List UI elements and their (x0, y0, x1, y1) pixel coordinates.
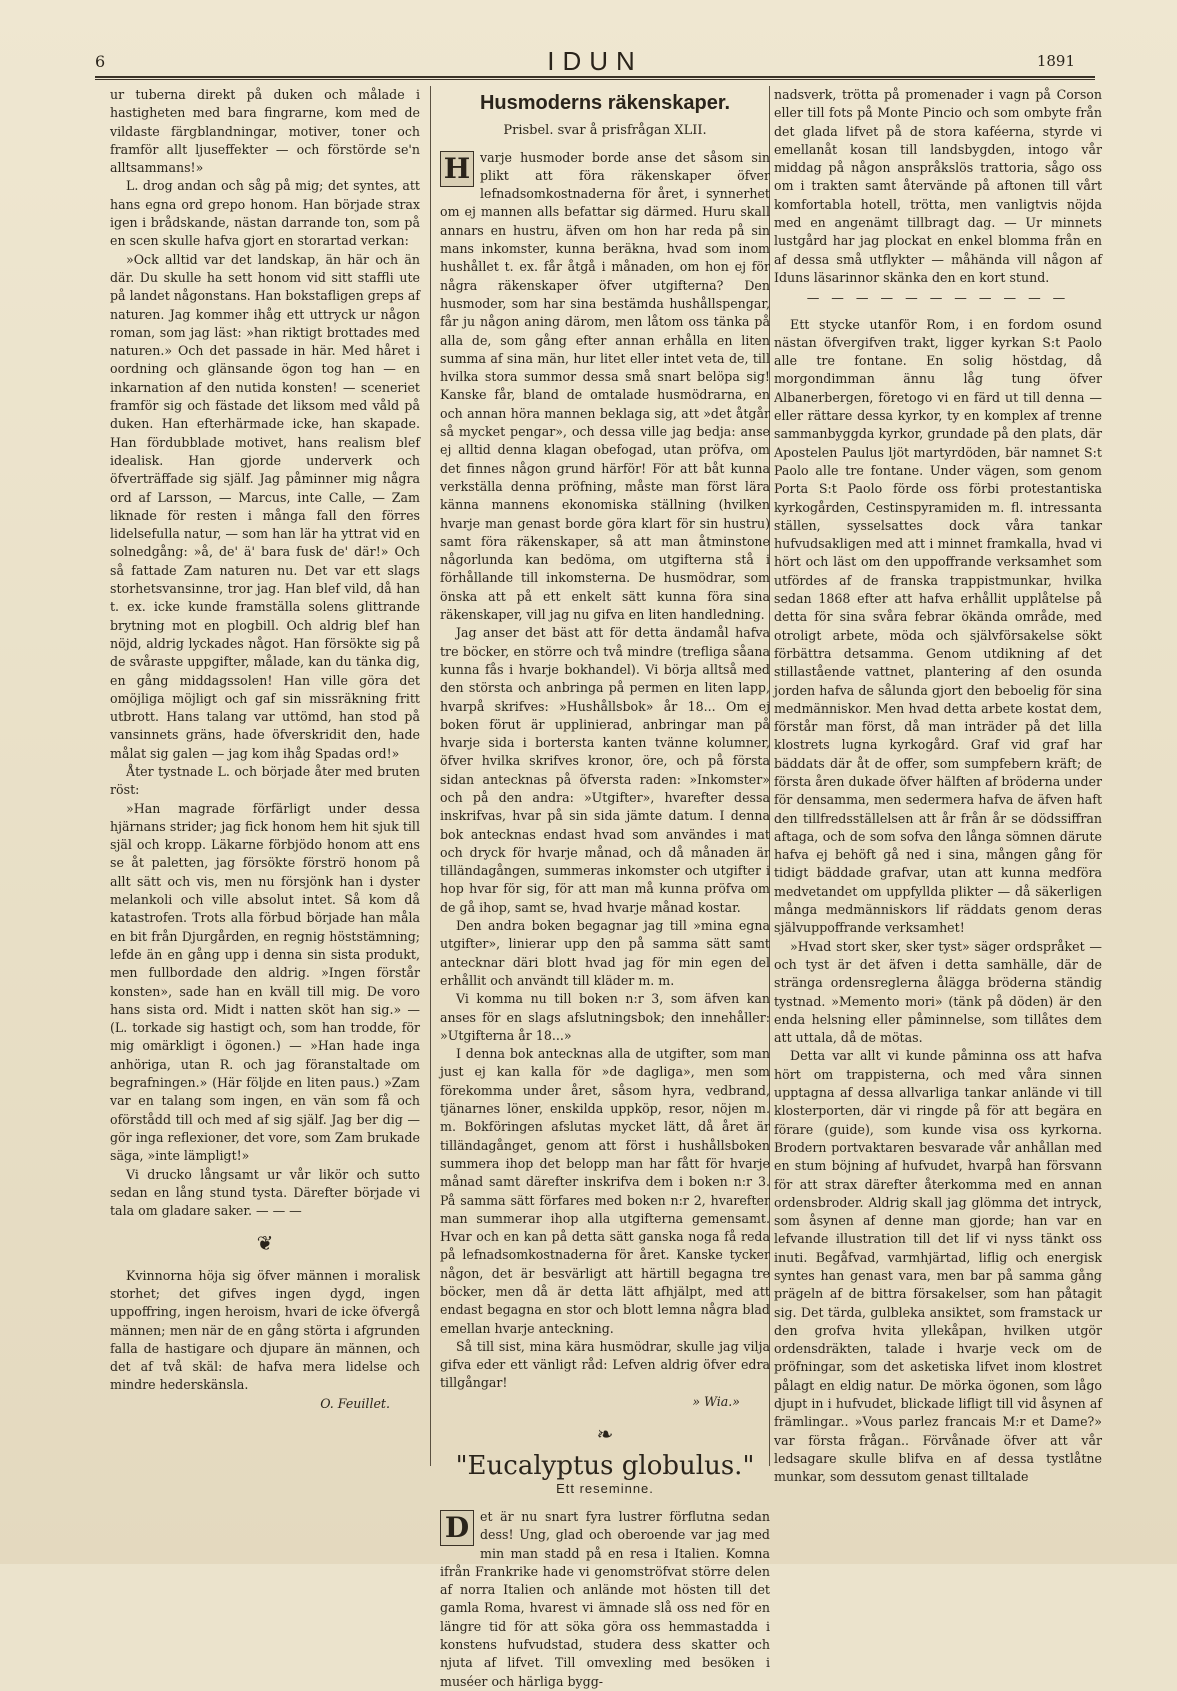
fleuron-ornament-icon: ❧ (596, 1422, 614, 1447)
fleuron-ornament-icon: ❦ (256, 1231, 274, 1256)
author-signature: O. Feuillet. (320, 1395, 390, 1411)
paragraph: Vi drucko långsamt ur vår likör och sutto sedan en lång stund tysta. Därefter började vi tala om gladare saker. — — — (110, 1166, 420, 1219)
column-1 (110, 86, 420, 1413)
paragraph: »Hvad stort sker, sker tyst» säger ordspråket — och tyst är det äfven i detta samhälle, där de stränga ordensreglerna ålägga bröderna ständig tystnad. »Memento mori» (tänk på döden) är den enda helsning eller påminnelse, som tillåtes dem att uttala, då de mötas. (774, 938, 1102, 1046)
paragraph: Den andra boken begagnar jag till »mina egna utgifter», linierar upp den på samma sätt samt antecknar däri blott hvad jag för min egen del erhållit och användt till kläder m. m. (440, 918, 770, 988)
aphorism: Kvinnorna höja sig öfver männen i moralisk storhet; det gifves ingen dygd, ingen uppoffring, ingen heroism, hvari de icke öfvergå männen; men när de en gång störta i afgrunden falla de hastigare och djupare än männen, och det af två skäl: de hafva mera lidelse och mindre hederskänsla. (110, 1267, 420, 1393)
article-subtitle: Ett reseminne. (556, 1480, 654, 1496)
paragraph: Detta var allt vi kunde påminna oss att hafva hört om trappisterna, och med våra sinnen upptagna af dessa allvarliga tankar anlände vi till klosterporten, där vi ringde på för att begära en förare (guide), som kunde visa oss kyrkorna. Brodern portvaktaren besvarade vår anhållan med en stum böjning af hufvudet, hvarpå han försvann för att strax därefter återkomma med en annan ordensbroder. Aldrig skall jag glömma det intryck, som åsynen af denne man gjorde; han var en lefvande illustration till det lif vi nyss tänkt oss inuti. Begåfvad, varmhjärtad, liflig och energisk syntes han genast vara, men bar på samma gång prägeln af de bittra försakelser, som han påtagit sig. Det tärda, gulbleka ansiktet, som framstack ur den grofva hvita yllekåpan, hvilken utgör ordensdräkten, talade i hvarje veck om de pröfningar, som det asketiska lifvet inom klostret pålagt en eldig natur. De mörka ögonen, som lågo djupt in i hufvudet, blickade lifligt till vid åsynen af främlingar.. »Vous parlez francais M:r et Dame?» var första frågan.. Förvånade öfver att vår ledsagare skulle blifva en af dessa tystlåtne munkar, som dessutom genast tilltalade (774, 1048, 1102, 1485)
drop-cap: H (440, 151, 474, 187)
paragraph: »Han magrade förfärligt under dessa hjärnans strider; jag fick honom hem hit sjuk till själ och kropp. Läkarne förbjödo honom att ens se åt paletten, jag försökte förströ honom på allt sätt och vis, men nu försjönk han i dyster melankoli och ville absolut intet. Så kom då katastrofen. Trots alla förbud började han måla en bit från Djurgården, en regnig höststämning; lefde än en gång upp i denna sin sista produkt, men fullbordade den aldrig. »Ingen förstår konsten», sade han en kväll till mig. De voro hans sista ord. Midt i natten sköt han sig.» — (L. torkade sig hastigt och, som han trodde, för mig omärkligt i ögonen.) — »Han hade inga anhöriga, utan R. och jag föranstaltade om begrafningen.» (Här följde en liten paus.) »Zam var en talang som ingen, en vän som få och oförstådd till och med af sig själf. Jag ber dig — gör inga reflexioner, det vore, som Zam brukade säga, »inte lämpligt!» (110, 800, 420, 1164)
article-title: Husmoderns räkenskaper. (479, 92, 731, 114)
masthead-title: IDUN (547, 46, 643, 76)
paragraph: Åter tystnade L. och började åter med bruten röst: (110, 763, 420, 798)
issue-year: 1891 (1036, 52, 1075, 70)
page-number: 6 (95, 52, 106, 71)
paragraph: varje husmoder borde anse det såsom sin plikt att föra räkenskaper öfver lefnadsomkostnaderna för året, i synnerhet om ej mannen alls befattar sig därmed. Huru skall annars en hustru, äfven om hon har reda på sin mans inkomster, kunna beräkna, hvad som inom hushållet t. ex. får åtgå i månaden, om hon ej för några räkenskaper öfver utgifterna? Den husmoder, som har sina bestämda hushållspengar, får ju någon aning därom, men låtom oss tänka på alla de, som gång efter annan erhålla en liten summa af sina män, hur litet eller intet veta de, till hvilka stora summor dessa små snart belöpa sig! Kanske får, bland de omtalade husmödrarna, en och annan höra mannen beklaga sig, att »det åtgår så mycket pengar», och dessa ville jag bedja: anse ej alltid denna klagan obefogad, utan pröfva, om det finnes någon grund härför! För att båt kunna verkställa denna pröfning, måste man först lära känna mannens ekonomiska ställning (hvilken hvarje man genast borde göra klart för sin hustru) samt föra räkenskaper, så att man åtminstone någorlunda kan bedöma, om utgifterna stå i förhållande till inkomsterna. De husmödrar, som önska att på ett enkelt sätt kunna föra sina räkenskaper, vill jag nu gifva en liten handledning. (440, 149, 770, 623)
column-divider-1 (430, 86, 431, 1466)
header-rule (95, 76, 1095, 78)
page-header (95, 46, 1095, 76)
author-signature: » Wia.» (692, 1393, 740, 1409)
paragraph: I denna bok antecknas alla de utgifter, som man just ej kan kalla för »de dagliga», men som förekomma under året, såsom hyra, vedbrand, tjänarnes löner, enskilda uppköp, resor, nöjen m. m. Bokföringen afslutas mycket lätt, då året är tilländagånget, genom att först i hushållsboken summera ihop det belopp man har fått för hvarje månad samt därefter inskrifva dem i boken n:r 3. På samma sätt förfares med boken n:r 2, hvarefter man summerar ihop alla utgifterna gemensamt. Hvar och en kan på detta sätt ganska noga få reda på lefnadsomkostnaderna för året. Kanske tycker någon, det är besvärligt att härtill begagna tre böcker, men då är detta lätt afhjälpt, med att endast begagna en stor och blott lemna några blad emellan hvarje anteckning. (440, 1046, 770, 1336)
paragraph: et är nu snart fyra lustrer förflutna sedan dess! Ung, glad och oberoende var jag med min man stadd på en resa i Italien. Komna ifrån Frankrike hade vi genomströfvat större delen af norra Italien och anlände mot hösten till det gamla Roma, hvarest vi ämnade slå oss ned för en längre tid för att söka göra oss hemmastadda i konstens hufvudstad, studera dess skatter och njuta af lifvet. Till omvexling med besöken i muséer och härliga bygg- (440, 1508, 770, 1689)
paragraph: Så till sist, mina kära husmödrar, skulle jag vilja gifva eder ett vänligt råd: Lefven aldrig öfver edra tillgångar! (440, 1338, 770, 1391)
paragraph: L. drog andan och såg på mig; det syntes, att hans egna ord grepo honom. Han började strax igen i brådskande, nästan darrande ton, som på en scen skulle hafva gjort en storartad verkan: (110, 178, 420, 249)
paragraph: Ett stycke utanför Rom, i en fordom osund nästan öfvergifven trakt, ligger kyrkan S:t Paolo alle tre fontane. En solig höstdag, då morgondimman ännu låg tung öfver Albanerbergen, företogo vi en färd ut till denna — eller rättare dessa kyrkor, ty en komplex af trenne sammanbyggda kyrkor, grundade på den plats, där Apostelen Paulus ljöt martyrdöden, bär namnet S:t Paolo alle tre fontane. Under vägen, som genom Porta S:t Paolo förde oss förbi protestantiska kyrkogården, Cestinspyramiden m. fl. intressanta ställen, sysselsattes dock våra tankar hufvudsakligen med att i minnet framkalla, hvad vi hört och läst om den uppoffrande verksamhet som utfördes af de franska trappistmunkar, hvilka sedan 1868 efter att hafva erhållit upplåtelse på detta för sina svåra febrar ökända område, med otroligt arbete, möda och självförsakelse sökt förbättra detsamma. Genom utdikning af det stillastående vattnet, plantering af den osunda jorden hafva de sålunda gjort den beboelig för sina medmänniskor. Men hvad detta arbete kostat dem, förstår man först, då man inträder på det lilla klostrets lugna kyrkogård. Graf vid graf har bäddats där åt de offer, som sumpfebern kräft; de första åren dukade öfver hälften af bröderna under för densamma, men sedermera hafva de äfven haft den tillfredsställelsen att år från år se dödssiffran aftaga, och de som sofva den långa sömnen därute hafva ej behöft gå ned i sina, mången gång för tidigt bäddade grafvar, utan att kunna medföra medvetandet om uppfyllda plikter — då säkerligen många medmänniskors lif räddats genom deras självuppoffrande verksamhet! (774, 316, 1102, 936)
article-subtitle: Prisbel. svar å prisfrågan XLII. (503, 123, 707, 139)
drop-cap: D (440, 1510, 474, 1546)
paragraph: Jag anser det bäst att för detta ändamål hafva tre böcker, en större och två mindre (trefliga såana kunna fås i hvarje bokhandel). Vi börja alltså med den största och anbringa på permen en liten lapp, hvarpå skrifves: »Hushållsbok» år 18... Om ej boken förut är upplinierad, anbringar man på hvarje sida i bortersta kanten tvänne kolumner, öfver hvilka skrifves kronor, öre, och på första sidan antecknas på öfversta raden: »Inkomster» och på den andra: »Utgifter», hvarefter dessa inskrifvas, hvar på sin sida jämte datum. I denna bok antecknas endast hvad som användes i mat och dryck för hvarje månad, och då månaden är tilländagången, summeras inkomster och utgifter i hop hvar för sig, för att man må kunna pröfva om de gå ihop, samt se, hvad hvarje månad kostar. (440, 625, 770, 915)
section-break: — — — — — — — — — — — (806, 290, 1070, 306)
column-3 (774, 86, 1102, 1487)
column-2 (440, 86, 770, 1691)
paragraph: ur tuberna direkt på duken och målade i hastigheten med bara fingrarne, kom med de vildaste färgblandningar, motiver, toner och framför allt ljuseffekter — och förstörde se'n alltsammans!» (110, 87, 420, 176)
paragraph: »Ock alltid var det landskap, än här och än där. Du skulle ha sett honom vid sitt staffli ute på landet någonstans. Han bokstafligen greps af naturen. Jag kommer ihåg ett uttryck ur någon roman, som jag läst: »han riktigt brottades med naturen.» Och det passade in här. Med håret i oordning och glänsande ögon tog han — en inkarnation af den nutida konsten! — sceneriet framför sig och fästade det liksom med våld på duken. Han efterhärmade icke, han skapade. Han fördubblade motivet, hans realism blef idealisk. Han gjorde underverk och öfverträffade sig själf. Jag påminner mig några ord af Larsson, — Marcus, inte Calle, — Zam liknade för resten i många fall den förres lidelsefulla natur, — som han lär ha yttrat vid en solnedgång: »å, de' ä' bara fusk de' där!» Och så fattade Zam naturen nu. Det var ett slags storhetsvansinne, tror jag. Han blef vild, då han t. ex. icke kunde framställa solens glittrande brytning mot en plogbill. Och aldrig blef han nöjd, aldrig lyckades något. Han försökte sig på de svåraste uppgifter, målade, kan du tänka dig, en gång middagssolen! Han ville göra det omöjliga möjligt och gaf sin missräkning fritt utbrott. Hans talang var uttömd, han stod på vansinnets gräns, hade öfverskridit den, hade målat sig galen — jag kom ihåg Spadas ord!» (110, 251, 420, 761)
paragraph: Vi komma nu till boken n:r 3, som äfven kan anses för en slags afslutningsbok; den innehåller: »Utgifterna år 18...» (440, 991, 770, 1043)
article-title: "Eucalyptus globulus." (455, 1451, 755, 1482)
header-rule-thin (95, 79, 1095, 80)
paragraph: nadsverk, trötta på promenader i vagn på Corson eller till fots på Monte Pincio och som ombyte från det glada lifvet på de stora kaféerna, styrde vi emellanåt kosan till landsbygden, intogo vår middag på någon anspråkslös trattoria, sågo oss om i trakten samt återvände på aftonen till vårt komfortabla hotell, trötta, men vanligtvis nöjda med en angenämt tillbragt dag. — Ur minnets lustgård har jag plockat en enkel blomma från en af dessa små utflykter — måhända vill någon af Iduns läsarinnor skänka den en kort stund. (774, 87, 1102, 285)
